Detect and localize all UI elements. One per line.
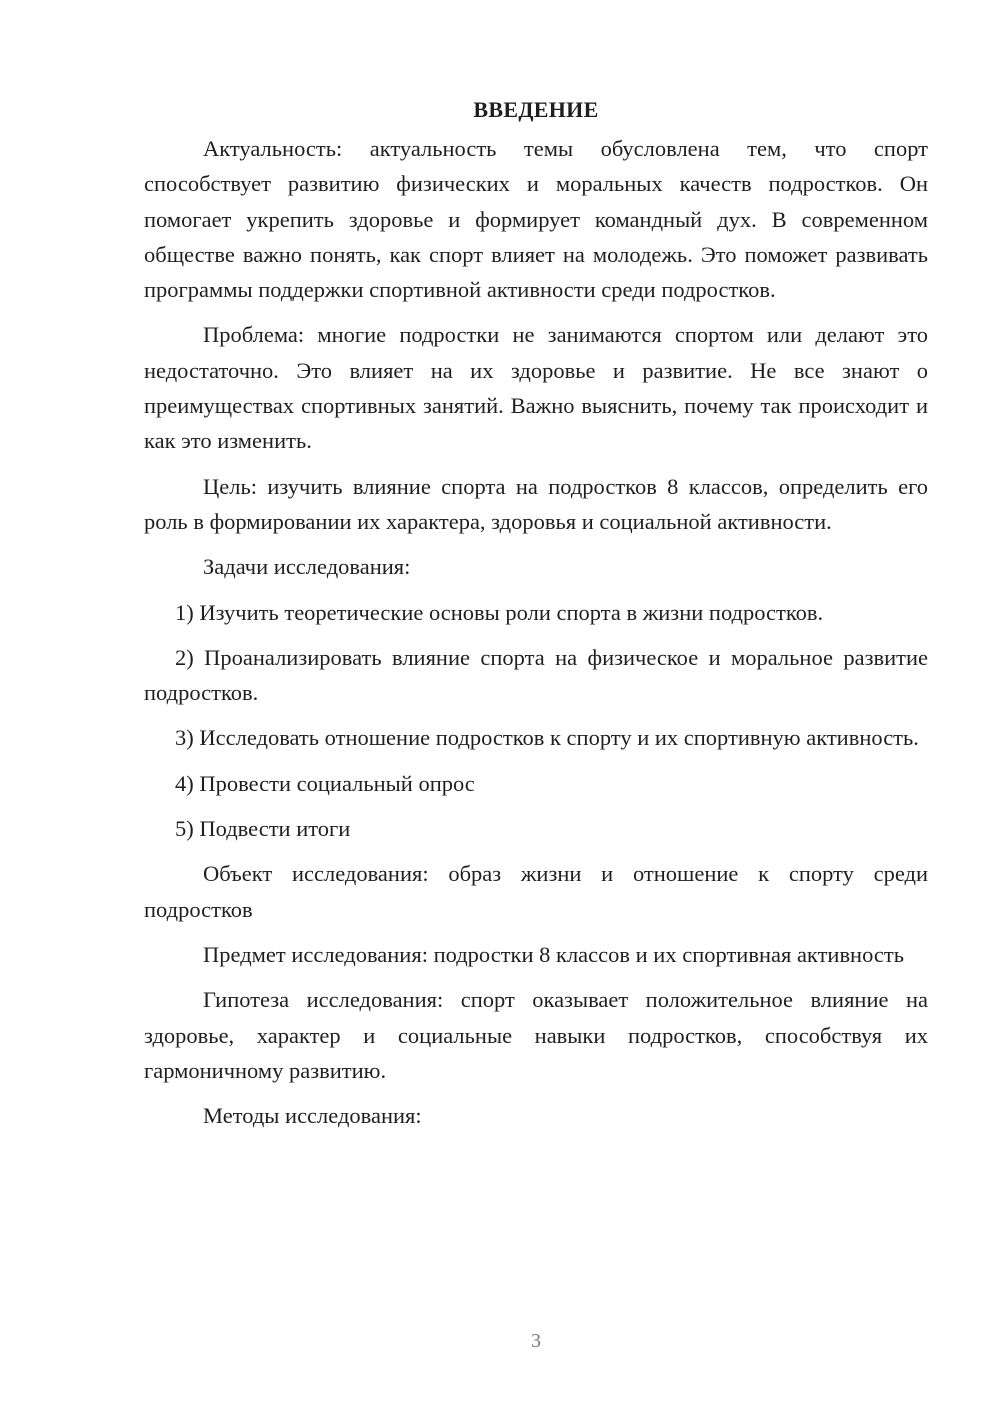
- tasks-heading: Задачи исследования:: [203, 554, 411, 580]
- section-title: ВВЕДЕНИЕ: [473, 97, 599, 122]
- relevance-paragraph: Актуальность: актуальность темы обусловлена тем, что спорт способствует развитию физических и моральных качеств подростков. Он помогает укрепить здоровье и формирует командный дух. В современном обществе важно понять, как спорт влияет на молодежь. Это поможет развивать программы поддержки спортивной активности среди подростков.: [144, 136, 928, 303]
- task-item-2: 2) Проанализировать влияние спорта на физическое и моральное развитие подростков.: [144, 644, 928, 706]
- document-page: [144, 92, 928, 1143]
- methods-heading: Методы исследования:: [203, 1103, 422, 1129]
- problem-paragraph: Проблема: многие подростки не занимаются спортом или делают это недостаточно. Это влияет на их здоровье и развитие. Не все знают о преимуществах спортивных занятий. Важно выяснить, почему так происходит и как это изменить.: [144, 322, 928, 454]
- hypothesis-paragraph: Гипотеза исследования: спорт оказывает положительное влияние на здоровье, характер и социальные навыки подростков, способствуя их гармоничному развитию.: [144, 987, 928, 1083]
- page-number: 3: [531, 1330, 541, 1352]
- task-item-5: 5) Подвести итоги: [175, 816, 351, 842]
- subject-paragraph: Предмет исследования: подростки 8 классов и их спортивная активность: [203, 941, 904, 967]
- object-paragraph: Объект исследования: образ жизни и отношение к спорту среди подростков: [144, 861, 928, 922]
- task-item-3: 3) Исследовать отношение подростков к спорту и их спортивную активность.: [175, 725, 919, 751]
- task-item-4: 4) Провести социальный опрос: [175, 770, 475, 796]
- goal-paragraph: Цель: изучить влияние спорта на подростков 8 классов, определить его роль в формировании их характера, здоровья и социальной активности.: [144, 473, 928, 534]
- task-item-1: 1) Изучить теоретические основы роли спорта в жизни подростков.: [175, 599, 824, 625]
